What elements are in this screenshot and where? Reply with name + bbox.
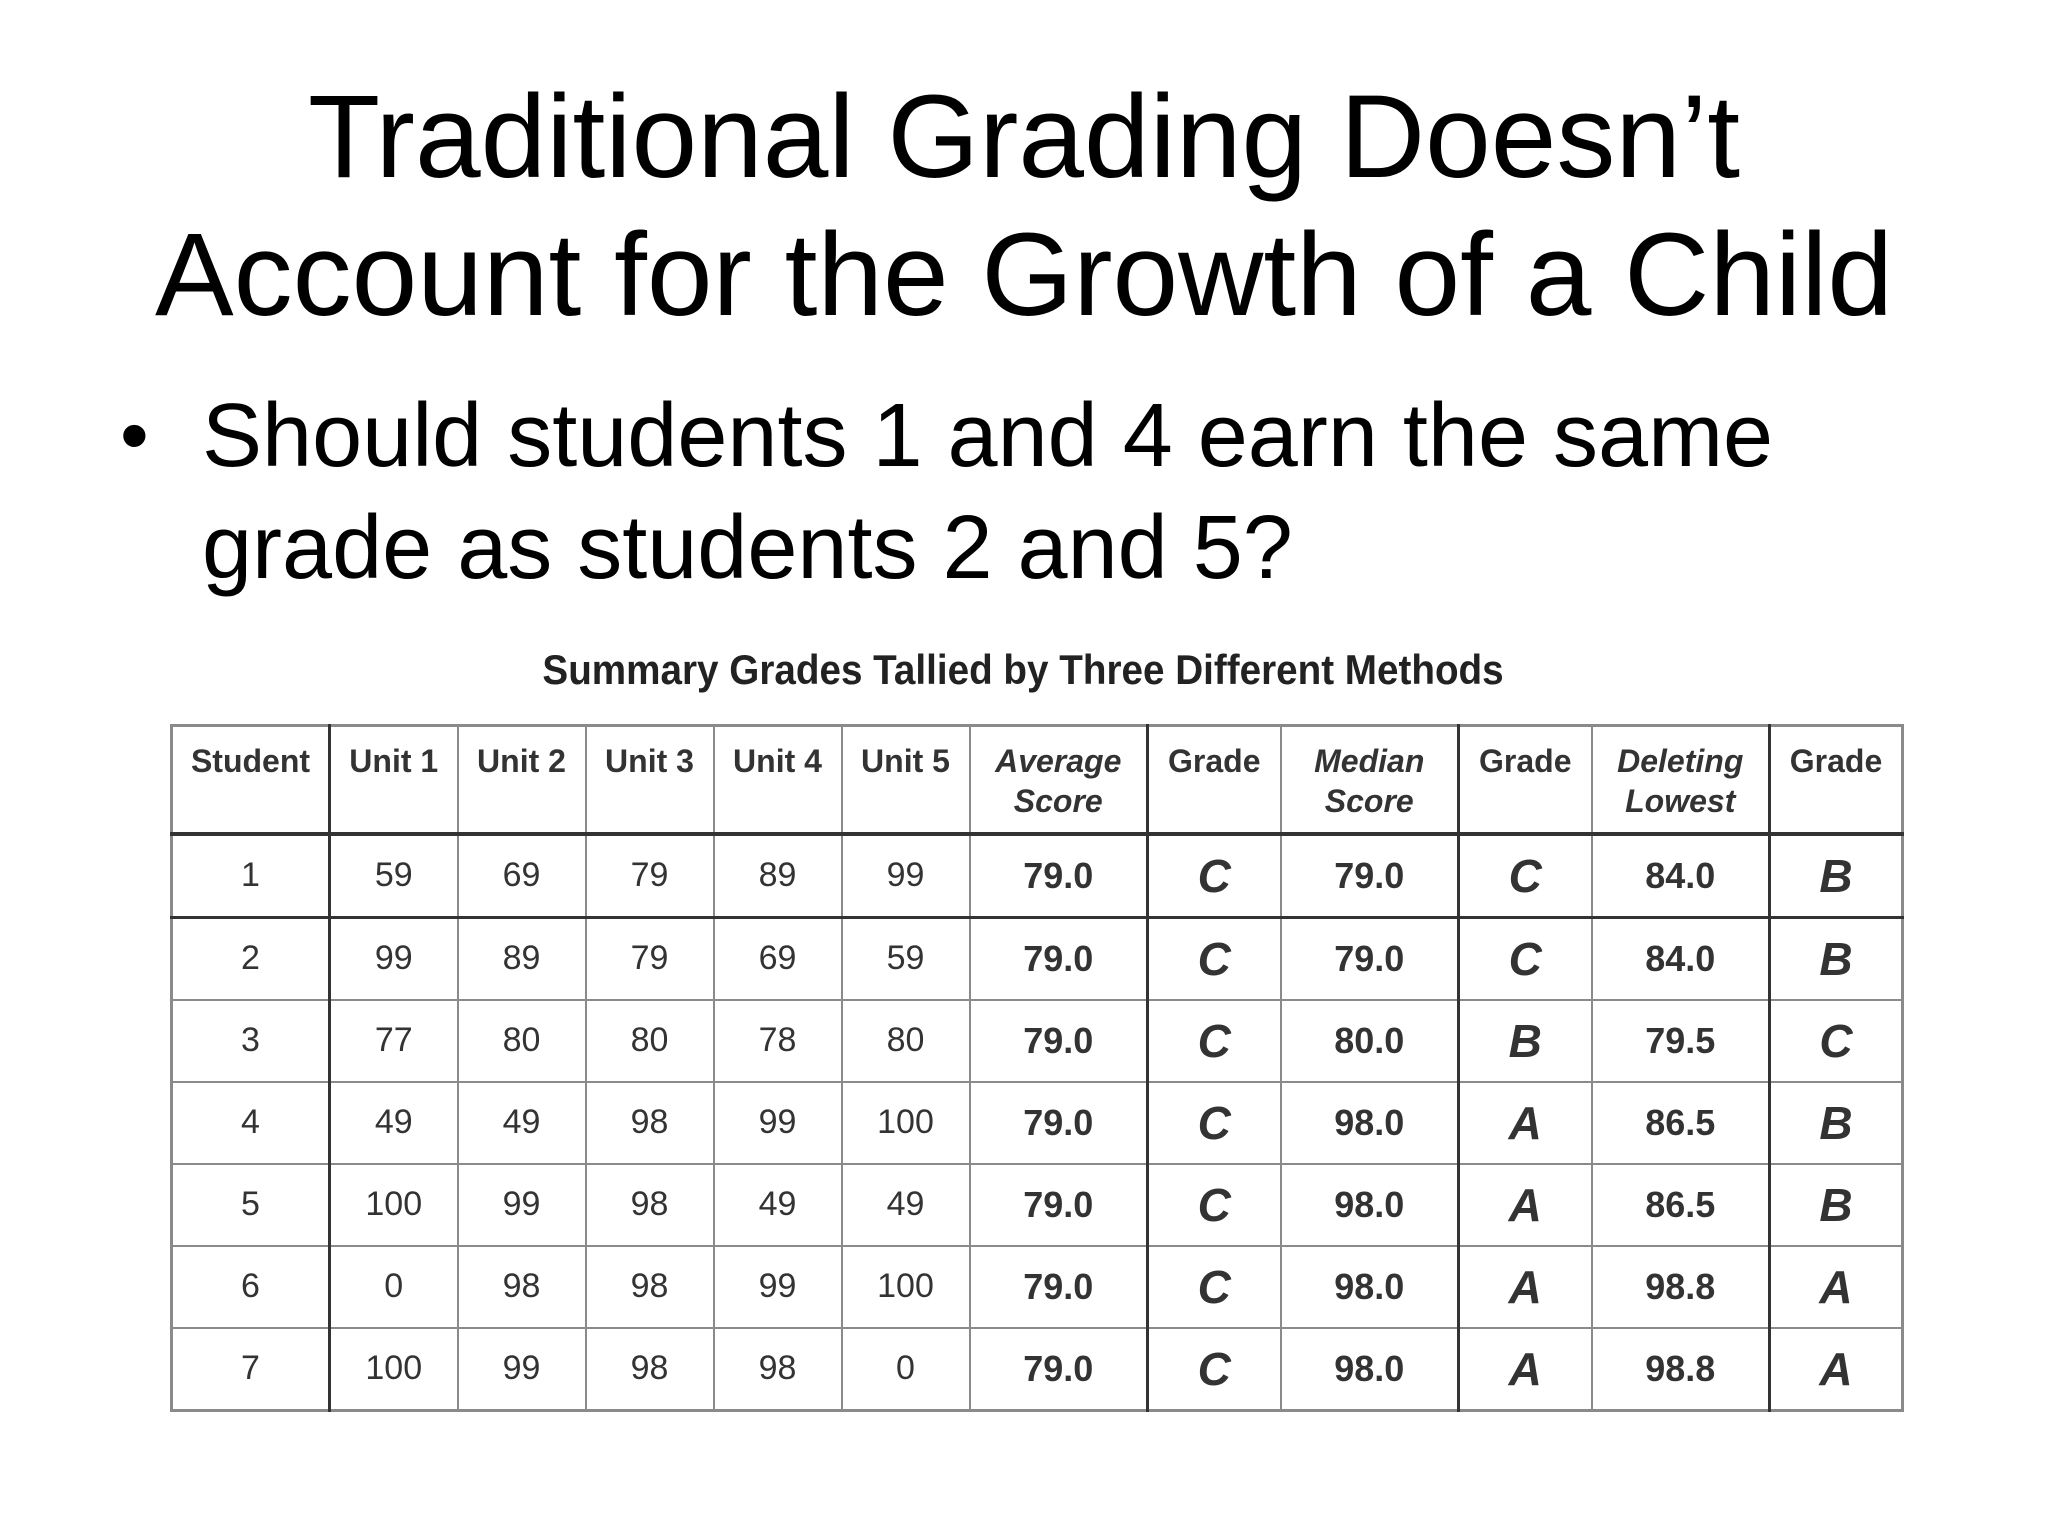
column-header-line-1: Deleting — [1617, 743, 1744, 779]
table-cell: A — [1770, 1328, 1903, 1411]
table-row — [172, 1246, 1903, 1328]
table-cell: 84.0 — [1592, 917, 1770, 1000]
table-cell: 79.0 — [1281, 834, 1459, 918]
table-cell: 0 — [330, 1246, 458, 1328]
table-row — [172, 1000, 1903, 1082]
column-header — [1459, 726, 1592, 834]
table-cell: A — [1459, 1082, 1592, 1164]
table-cell: 69 — [458, 834, 586, 918]
table-row — [172, 917, 1903, 1000]
column-header-line-1: Average — [995, 743, 1122, 779]
table-cell: 98 — [714, 1328, 842, 1411]
table-cell: C — [1148, 1164, 1281, 1246]
table-cell: 77 — [330, 1000, 458, 1082]
column-header — [330, 726, 458, 834]
table-cell: A — [1459, 1164, 1592, 1246]
column-header — [842, 726, 970, 834]
table-cell: 80.0 — [1281, 1000, 1459, 1082]
table-cell: 98.8 — [1592, 1328, 1770, 1411]
table-cell: 84.0 — [1592, 834, 1770, 918]
table-cell: C — [1770, 1000, 1903, 1082]
table-cell: 80 — [842, 1000, 970, 1082]
column-header-line-1: Grade — [1479, 743, 1572, 779]
table-cell: 59 — [330, 834, 458, 918]
table-cell: 79.0 — [1281, 917, 1459, 1000]
table-cell: 49 — [842, 1164, 970, 1246]
table-cell: 98 — [586, 1164, 714, 1246]
table-cell: 99 — [842, 834, 970, 918]
table-cell: 86.5 — [1592, 1082, 1770, 1164]
table-cell: 80 — [586, 1000, 714, 1082]
table-cell: B — [1770, 1164, 1903, 1246]
table-caption: Summary Grades Tallied by Three Different Methods — [542, 646, 1504, 693]
table-cell: 89 — [458, 917, 586, 1000]
table-cell: 86.5 — [1592, 1164, 1770, 1246]
column-header-line-1: Unit 1 — [349, 743, 439, 779]
table-cell: 89 — [714, 834, 842, 918]
table-cell: C — [1148, 1328, 1281, 1411]
table-cell: A — [1459, 1246, 1592, 1328]
table-cell: 100 — [842, 1246, 970, 1328]
column-header-line-1: Student — [190, 743, 311, 779]
column-header-line-1: Unit 5 — [861, 743, 950, 779]
table-cell: 98.0 — [1281, 1164, 1459, 1246]
table-header-row — [172, 726, 1903, 834]
table-row — [172, 834, 1903, 918]
table-cell: 98.0 — [1281, 1328, 1459, 1411]
table-cell: 80 — [458, 1000, 586, 1082]
column-header-line-1: Unit 2 — [477, 743, 566, 779]
column-header-line-1: Grade — [1789, 743, 1883, 779]
table-cell: 98 — [586, 1082, 714, 1164]
table-cell: 78 — [714, 1000, 842, 1082]
table-cell: C — [1148, 834, 1281, 918]
table-cell: C — [1148, 1246, 1281, 1328]
table-cell: 98.0 — [1281, 1246, 1459, 1328]
column-header — [1281, 726, 1459, 834]
grades-table — [170, 724, 1904, 1412]
table-cell: 6 — [172, 1246, 330, 1328]
table-cell: B — [1459, 1000, 1592, 1082]
table-row — [172, 1082, 1903, 1164]
column-header-line-1: Grade — [1168, 743, 1261, 779]
table-cell: A — [1770, 1246, 1903, 1328]
table-cell: 2 — [172, 917, 330, 1000]
table-cell: 0 — [842, 1328, 970, 1411]
column-header — [458, 726, 586, 834]
column-header — [172, 726, 330, 834]
table-cell: 100 — [330, 1164, 458, 1246]
table-cell: 79.0 — [970, 1082, 1148, 1164]
table-cell: 1 — [172, 834, 330, 918]
table-cell: 3 — [172, 1000, 330, 1082]
table-cell: 99 — [714, 1246, 842, 1328]
table-cell: 100 — [842, 1082, 970, 1164]
bullet-icon: • — [120, 390, 149, 481]
column-header — [970, 726, 1148, 834]
table-cell: 79.0 — [970, 1328, 1148, 1411]
table-cell: 49 — [458, 1082, 586, 1164]
column-header — [1592, 726, 1770, 834]
column-header-line-2: Lowest — [1625, 783, 1736, 819]
table-cell: 99 — [330, 917, 458, 1000]
table-cell: 79.0 — [970, 917, 1148, 1000]
column-header — [1148, 726, 1281, 834]
table-cell: 79.0 — [970, 1246, 1148, 1328]
table-cell: 69 — [714, 917, 842, 1000]
table-cell: 99 — [458, 1164, 586, 1246]
column-header-line-2: Score — [1013, 783, 1103, 819]
slide-title — [0, 68, 2048, 344]
column-header — [1770, 726, 1903, 834]
table-cell: 79.0 — [970, 834, 1148, 918]
table-cell: 99 — [714, 1082, 842, 1164]
column-header — [586, 726, 714, 834]
slide-title-line-1: Traditional Grading Doesn’t — [307, 71, 1741, 203]
table-cell: 79.0 — [970, 1164, 1148, 1246]
table-cell: C — [1148, 917, 1281, 1000]
table-body — [172, 834, 1903, 1411]
table-cell: 98 — [586, 1246, 714, 1328]
table-cell: 79.5 — [1592, 1000, 1770, 1082]
table-cell: B — [1770, 834, 1903, 918]
column-header-line-1: Median — [1314, 743, 1425, 779]
slide-title-line-2: Account for the Growth of a Child — [154, 209, 1894, 341]
table-cell: 98.0 — [1281, 1082, 1459, 1164]
table-cell: 4 — [172, 1082, 330, 1164]
table-cell: C — [1148, 1082, 1281, 1164]
table-cell: 98.8 — [1592, 1246, 1770, 1328]
column-header-line-1: Unit 4 — [733, 743, 822, 779]
table-cell: 98 — [586, 1328, 714, 1411]
table-cell: 49 — [714, 1164, 842, 1246]
table-cell: 5 — [172, 1164, 330, 1246]
table-cell: C — [1459, 917, 1592, 1000]
table-cell: A — [1459, 1328, 1592, 1411]
column-header-line-1: Unit 3 — [605, 743, 694, 779]
table-cell: 79 — [586, 834, 714, 918]
table-cell: 7 — [172, 1328, 330, 1411]
table-row — [172, 1328, 1903, 1411]
table-cell: 100 — [330, 1328, 458, 1411]
table-cell: B — [1770, 1082, 1903, 1164]
table-cell: 98 — [458, 1246, 586, 1328]
table-cell: C — [1148, 1000, 1281, 1082]
table-cell: 59 — [842, 917, 970, 1000]
table-cell: 79.0 — [970, 1000, 1148, 1082]
column-header — [714, 726, 842, 834]
column-header-line-2: Score — [1324, 783, 1414, 819]
table-cell: B — [1770, 917, 1903, 1000]
table-row — [172, 1164, 1903, 1246]
bullet-text: Should students 1 and 4 earn the same grade as students 2 and 5? — [202, 386, 1774, 598]
table-cell: 49 — [330, 1082, 458, 1164]
table-cell: 99 — [458, 1328, 586, 1411]
table-cell: 79 — [586, 917, 714, 1000]
table-cell: C — [1459, 834, 1592, 918]
